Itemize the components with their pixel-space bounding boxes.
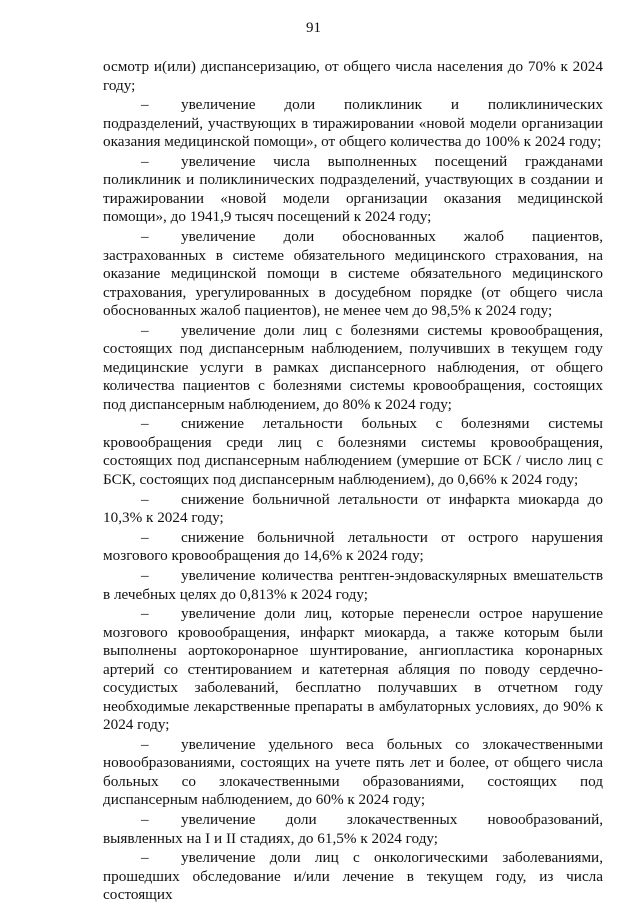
dash-marker: – — [141, 96, 149, 114]
dash-marker: – — [141, 321, 149, 339]
list-item — [103, 849, 603, 905]
list-item — [103, 415, 603, 489]
dash-marker: – — [141, 735, 149, 753]
list-item-text: снижение летальности больных с болезнями системы кровообращения среди лиц с болезнями системы кровообращения, состоящих под диспансерным наблюдением (умершие от БСК / число лиц с БСК, состоящих под диспансерным наблюдением), до 0,66% к 2024 году; — [103, 415, 603, 488]
list-item — [103, 567, 603, 604]
list-item — [103, 736, 603, 810]
list-item — [103, 605, 603, 735]
dash-marker: – — [141, 528, 149, 546]
page-number: 91 — [306, 20, 321, 36]
paragraph-text: осмотр и(или) диспансеризацию, от общего числа населения до 70% к 2024 году; — [103, 58, 603, 94]
list-item-text: увеличение числа выполненных посещений гражданами поликлиник и поликлинических подразделений, участвующих в создании и тиражировании «новой модели организации оказания медицинской помощи», до 1941,9 тысяч посещений к 2024 году; — [103, 152, 603, 226]
list-item — [103, 96, 603, 152]
paragraph-continuation — [103, 58, 603, 95]
list-item — [103, 228, 603, 321]
list-item-text: снижение больничной летальности от острого нарушения мозгового кровообращения до 14,6% к 2024 году; — [103, 528, 603, 565]
list-item — [103, 322, 603, 415]
list-item — [103, 153, 603, 227]
list-item — [103, 811, 603, 848]
list-item — [103, 529, 603, 566]
list-item-text: увеличение доли злокачественных новообразований, выявленных на I и II стадиях, до 61,5% к 2024 году; — [103, 811, 603, 847]
list-item-text: снижение больничной летальности от инфаркта миокарда до 10,3% к 2024 году; — [103, 490, 603, 527]
dash-marker: – — [141, 567, 149, 584]
list-item-text: увеличение доли поликлиник и поликлинических подразделений, участвующих в тиражировании «новой модели организации оказания медицинской помощи», от общего количества до 100% к 2024 году; — [103, 96, 603, 151]
dash-marker: – — [141, 415, 149, 433]
dash-marker: – — [141, 811, 149, 829]
document-body — [103, 58, 603, 906]
list-item-text: увеличение доли лиц с болезнями системы кровообращения, состоящих под диспансерным наблюдением, получивших в текущем году медицинские услуги в рамках диспансерного наблюдения, от общего количества пациентов с болезнями системы кровообращения, состоящих под диспансерным наблюдением, до 80% к 2024 году; — [103, 321, 603, 413]
dash-marker: – — [141, 605, 149, 623]
list-item-text: увеличение доли лиц, которые перенесли острое нарушение мозгового кровообращения, инфаркт миокарда, а также которым были выполнены аортокоронарное шунтирование, ангиопластика коронарных артерий со стентированием и катетерная абляция по поводу сердечно-сосудистых заболеваний, бесплатно получавших в отчетном году необходимые лекарственные препараты в амбулаторных условиях, до 90% к 2024 году; — [103, 605, 603, 734]
list-item — [103, 491, 603, 528]
dash-marker: – — [141, 490, 149, 508]
list-item-text: увеличение удельного веса больных со злокачественными новообразованиями, состоящих на учете пять лет и более, от общего числа больных со злокачественными образованиями, состоящих под диспансерным наблюдением, до 60% к 2024 году; — [103, 735, 603, 809]
dash-marker: – — [141, 849, 149, 867]
list-item-text: увеличение количества рентген-эндоваскулярных вмешательств в лечебных целях до 0,813% к 2024 году; — [103, 567, 603, 603]
list-item-text: увеличение доли лиц с онкологическими заболеваниями, прошедших обследование и/или лечение в текущем году, из числа состоящих — [103, 849, 603, 904]
dash-marker: – — [141, 152, 149, 170]
dash-marker: – — [141, 228, 149, 246]
list-item-text: увеличение доли обоснованных жалоб пациентов, застрахованных в системе обязательного медицинского страхования, на оказание медицинской помощи в системе обязательного медицинского страхования, урегулированных в досудебном порядке (от общего числа обоснованных жалоб пациентов), не менее чем до 98,5% к 2024 году; — [103, 228, 603, 320]
